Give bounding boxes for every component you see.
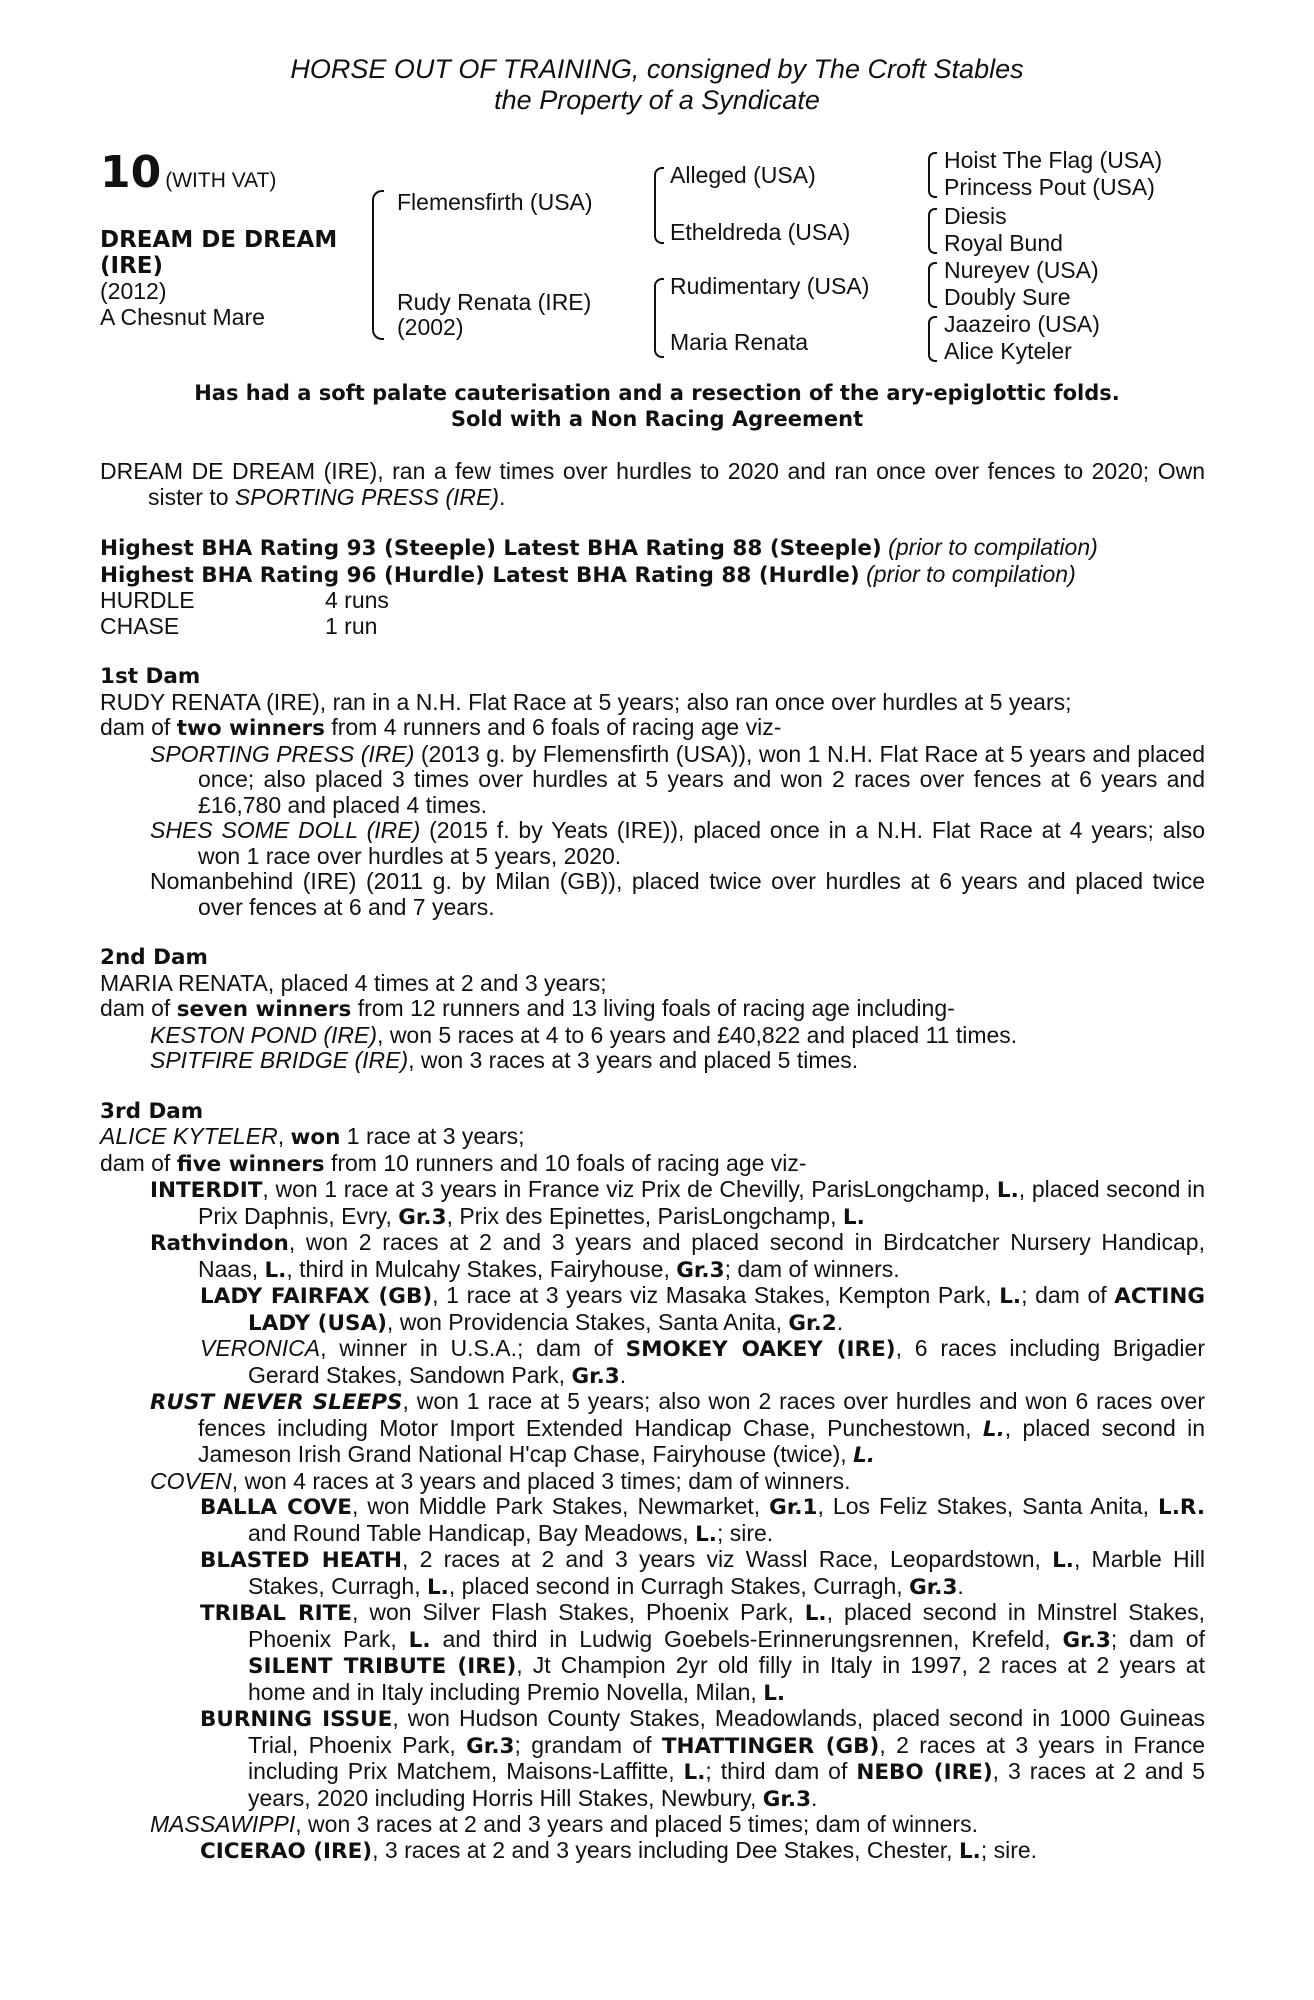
text-run: 1 race at 3 years; bbox=[340, 1123, 525, 1149]
catalogue-body bbox=[100, 459, 1205, 1864]
dam-record bbox=[100, 715, 1205, 742]
text-run: , won Hudson County Stakes, Meadowlands, placed second in 1000 Guineas Trial, Phoenix Park, bbox=[248, 1705, 1205, 1758]
bold-text: Gr.3 bbox=[571, 1363, 620, 1389]
text-run: , won 5 races at 4 to 6 years and £40,822 and placed 11 times. bbox=[377, 1021, 1018, 1048]
text-run: . bbox=[619, 1361, 627, 1388]
text-run: ; dam of bbox=[1110, 1625, 1205, 1652]
text-run: dam of bbox=[100, 714, 177, 740]
dam-section bbox=[100, 1099, 1205, 1865]
produce-record bbox=[100, 1469, 1205, 1495]
text-run: , won Providencia Stakes, Santa Anita, bbox=[386, 1308, 789, 1335]
italic-text: ALICE KYTELER bbox=[100, 1123, 278, 1149]
bold-text: Gr.2 bbox=[788, 1310, 837, 1336]
text-run: , Los Feliz Stakes, Santa Anita, bbox=[817, 1493, 1159, 1519]
pedigree-dam-dam: Maria Renata bbox=[670, 329, 809, 355]
runs-hurdle bbox=[100, 588, 1205, 614]
runs-type: CHASE bbox=[100, 612, 180, 639]
text-run: , bbox=[277, 1123, 291, 1149]
text-run: . bbox=[957, 1572, 964, 1599]
dam-record bbox=[100, 996, 1205, 1023]
horse-details bbox=[100, 228, 337, 330]
italic-text: MASSAWIPPI bbox=[150, 1811, 296, 1837]
vet-note bbox=[0, 380, 1314, 432]
produce-record bbox=[100, 818, 1205, 869]
text-run: , won 4 races at 3 years and placed 3 times; dam of winners. bbox=[231, 1467, 851, 1494]
bold-text: L. bbox=[763, 1680, 786, 1706]
dam-record bbox=[100, 690, 1205, 716]
bold-text: Highest BHA Rating 96 (Hurdle) Latest BHA Rating 88 (Hurdle) bbox=[100, 562, 860, 588]
text-run: ; grandam of bbox=[514, 1731, 662, 1758]
produce-record bbox=[100, 1389, 1205, 1469]
pedigree-brace-g3-2 bbox=[928, 208, 937, 254]
bold-text: THATTINGER (GB) bbox=[661, 1733, 880, 1759]
pedigree-brace-g3-4 bbox=[928, 316, 937, 362]
dam-heading: 1st Dam bbox=[100, 664, 201, 689]
pedigree-gen3-3: Diesis bbox=[944, 203, 1007, 229]
text-run: from 12 runners and 13 living foals of racing age including- bbox=[351, 995, 955, 1021]
rating-steeple bbox=[100, 535, 1205, 562]
italic-text: (prior to compilation) bbox=[888, 534, 1098, 560]
page-title bbox=[0, 54, 1314, 116]
text-run: , 6 races including Brigadier Gerard Stakes, Sandown Park, bbox=[248, 1335, 1205, 1388]
lot-header bbox=[100, 147, 277, 198]
produce-record bbox=[100, 1177, 1205, 1230]
dam-heading: 3rd Dam bbox=[100, 1098, 204, 1124]
italic-text: KESTON POND (IRE) bbox=[150, 1021, 378, 1048]
text-run: , placed second in Prix Daphnis, Evry, bbox=[198, 1176, 1205, 1229]
text-run: dam of bbox=[100, 1149, 177, 1176]
bold-text: L. bbox=[683, 1760, 706, 1785]
bold-text: RUST NEVER SLEEPS bbox=[150, 1390, 403, 1415]
pedigree-sire-dam: Etheldreda (USA) bbox=[670, 219, 851, 245]
bold-text: L. bbox=[426, 1574, 449, 1600]
produce-record bbox=[100, 1230, 1205, 1283]
bold-text: L. bbox=[804, 1601, 827, 1626]
dam-record bbox=[100, 1124, 1205, 1151]
horse-year: (2012) bbox=[100, 278, 167, 304]
vat-label: (WITH VAT) bbox=[165, 169, 277, 192]
text-run: from 4 runners and 6 foals of racing age viz- bbox=[324, 714, 782, 740]
produce-record bbox=[100, 1336, 1205, 1389]
dam-heading: 2nd Dam bbox=[100, 945, 208, 970]
text-run: , 2 races at 3 years in France including Prix Matchem, Maisons-Laffitte, bbox=[248, 1731, 1205, 1784]
text-run: . bbox=[499, 483, 506, 510]
italic-text: VERONICA bbox=[200, 1335, 321, 1361]
produce-record bbox=[100, 1838, 1205, 1865]
text-run: , won 2 races at 2 and 3 years and placed second in Birdcatcher Nursery Handicap, Naas, bbox=[198, 1229, 1205, 1282]
pedigree-dam-sire: Rudimentary (USA) bbox=[670, 273, 870, 299]
text-run: and third in Ludwig Goebels-Erinnerungsrennen, Krefeld, bbox=[430, 1625, 1063, 1652]
bold-text: LADY FAIRFAX (GB) bbox=[200, 1284, 433, 1309]
bold-text: L. bbox=[264, 1257, 287, 1283]
text-run: ; sire. bbox=[980, 1836, 1038, 1863]
text-run: RUDY RENATA (IRE), ran in a N.H. Flat Race at 5 years; also ran once over hurdles at 5 years; bbox=[100, 688, 1072, 715]
bold-text: L.R. bbox=[1158, 1495, 1206, 1520]
bold-text: BURNING ISSUE bbox=[200, 1707, 393, 1732]
runs-count: 1 run bbox=[325, 612, 378, 639]
bold-text: L. bbox=[695, 1521, 717, 1547]
bold-text: L. bbox=[408, 1627, 431, 1653]
bold-text: SMOKEY OAKEY (IRE) bbox=[625, 1337, 896, 1362]
pedigree-sire: Flemensfirth (USA) bbox=[397, 189, 593, 215]
text-run: , placed second in Jameson Irish Grand National H'cap Chase, Fairyhouse (twice), bbox=[198, 1414, 1205, 1467]
bold-text: NEBO (IRE) bbox=[856, 1760, 993, 1785]
horse-description: A Chesnut Mare bbox=[100, 303, 265, 330]
text-run: MARIA RENATA, placed 4 times at 2 and 3 years; bbox=[100, 969, 607, 996]
produce-record bbox=[100, 1600, 1205, 1706]
runs-type: HURDLE bbox=[100, 587, 195, 613]
italic-text: SHES SOME DOLL (IRE) bbox=[150, 817, 421, 843]
bold-text: Gr.3 bbox=[676, 1257, 725, 1283]
text-run: , Jt Champion 2yr old filly in Italy in 1997, 2 races at 2 years at home and in Italy including Premio Novella, Milan, bbox=[248, 1652, 1205, 1705]
text-run: , won 3 races at 2 and 3 years and placed 5 times; dam of winners. bbox=[295, 1811, 978, 1837]
pedigree-gen3-5: Nureyev (USA) bbox=[944, 257, 1099, 283]
pedigree-gen3-2: Princess Pout (USA) bbox=[944, 174, 1155, 200]
text-run: , winner in U.S.A.; dam of bbox=[320, 1335, 626, 1361]
italic-text: COVEN bbox=[150, 1467, 232, 1494]
rating-hurdle bbox=[100, 562, 1205, 589]
runs-chase bbox=[100, 614, 1205, 640]
italic-text: (prior to compilation) bbox=[866, 560, 1076, 587]
pedigree-brace-main bbox=[372, 190, 384, 340]
bold-text: Highest BHA Rating 93 (Steeple) Latest BHA Rating 88 (Steeple) bbox=[100, 536, 882, 561]
text-run: from 10 runners and 10 foals of racing age viz- bbox=[324, 1149, 807, 1176]
text-run: , third in Mulcahy Stakes, Fairyhouse, bbox=[286, 1255, 677, 1282]
bold-text: five winners bbox=[176, 1151, 325, 1177]
pedigree-brace-sire bbox=[654, 167, 664, 244]
bold-text: Gr.3 bbox=[762, 1786, 812, 1812]
bold-text: BLASTED HEATH bbox=[200, 1548, 403, 1573]
produce-record bbox=[100, 1494, 1205, 1547]
text-run: , won Middle Park Stakes, Newmarket, bbox=[352, 1493, 770, 1519]
bold-text: INTERDIT bbox=[150, 1178, 263, 1203]
text-run: , 3 races at 2 and 3 years including Dee Stakes, Chester, bbox=[372, 1836, 959, 1863]
produce-record bbox=[100, 1706, 1205, 1812]
text-run: , 3 races at 2 and 5 years, 2020 including Horris Hill Stakes, Newbury, bbox=[248, 1758, 1205, 1811]
bold-text: SILENT TRIBUTE (IRE) bbox=[248, 1654, 517, 1679]
bold-text: ACTING LADY (USA) bbox=[248, 1284, 1205, 1336]
pedigree-brace-g3-3 bbox=[928, 262, 937, 308]
text-run: ; third dam of bbox=[705, 1758, 857, 1784]
text-run: ; dam of bbox=[1021, 1282, 1115, 1308]
text-run: (2015 f. by Yeats (IRE)), placed once in a N.H. Flat Race at 4 years; also won 1 race over hurdles at 5 years, 2020. bbox=[198, 817, 1205, 869]
text-run: DREAM DE DREAM (IRE), ran a few times over hurdles to 2020 and ran once over fences to 2020; Own sister to bbox=[100, 458, 1205, 510]
dam-record bbox=[100, 1151, 1205, 1178]
bold-text: Gr.3 bbox=[909, 1574, 958, 1600]
bold-text: L. bbox=[982, 1416, 1005, 1442]
horse-country: (IRE) bbox=[100, 252, 164, 279]
bold-text: L. bbox=[999, 1284, 1022, 1309]
italic-text: SPORTING PRESS (IRE) bbox=[234, 483, 500, 510]
produce-record bbox=[100, 1812, 1205, 1838]
text-run: . bbox=[811, 1784, 818, 1811]
bold-text: BALLA COVE bbox=[200, 1495, 352, 1520]
title-property-line: the Property of a Syndicate bbox=[494, 85, 820, 115]
text-run: . bbox=[836, 1308, 844, 1335]
pedigree-gen3-4: Royal Bund bbox=[944, 230, 1063, 256]
text-run: , Prix des Epinettes, ParisLongchamp, bbox=[446, 1202, 843, 1229]
pedigree-dam-year: (2002) bbox=[397, 314, 464, 340]
runs-count: 4 runs bbox=[325, 587, 389, 613]
text-run: Nomanbehind (IRE) (2011 g. by Milan (GB)), placed twice over hurdles at 6 years and placed twice over fences at 6 and 7 years. bbox=[150, 868, 1205, 920]
bold-text: TRIBAL RITE bbox=[200, 1601, 352, 1626]
dam-sections bbox=[100, 664, 1205, 1864]
text-run: , won 3 races at 3 years and placed 5 times. bbox=[408, 1047, 859, 1073]
text-run: , won Silver Flash Stakes, Phoenix Park, bbox=[351, 1599, 805, 1625]
bold-text: L. bbox=[842, 1204, 865, 1230]
text-run: ; dam of winners. bbox=[724, 1255, 900, 1282]
horse-summary bbox=[100, 459, 1205, 510]
dam-section bbox=[100, 664, 1205, 920]
title-consignor-line: HORSE OUT OF TRAINING, consigned by The Croft Stables bbox=[290, 54, 1024, 84]
pedigree-sire-sire: Alleged (USA) bbox=[670, 162, 816, 188]
text-run: , won 1 race at 3 years in France viz Prix de Chevilly, ParisLongchamp, bbox=[262, 1176, 997, 1202]
pedigree-brace-g3-1 bbox=[928, 152, 937, 198]
bold-text: two winners bbox=[176, 716, 325, 741]
vet-note-agreement: Sold with a Non Racing Agreement bbox=[450, 407, 864, 431]
text-run: , placed second in Minstrel Stakes, Phoenix Park, bbox=[248, 1599, 1206, 1652]
text-run: , placed second in Curragh Stakes, Curragh, bbox=[448, 1572, 910, 1599]
italic-text: SPITFIRE BRIDGE (IRE) bbox=[150, 1047, 409, 1073]
bold-text: Gr.3 bbox=[398, 1204, 447, 1230]
bold-text: L. bbox=[958, 1838, 981, 1864]
bold-text: Gr.3 bbox=[466, 1733, 515, 1759]
produce-record bbox=[100, 1283, 1205, 1336]
bold-text: won bbox=[290, 1125, 341, 1150]
bold-text: Gr.1 bbox=[769, 1495, 818, 1520]
pedigree-gen3-8: Alice Kyteler bbox=[944, 338, 1072, 364]
dam-section bbox=[100, 945, 1205, 1074]
lot-number: 10 bbox=[100, 147, 162, 198]
text-run: (2013 g. by Flemensfirth (USA)), won 1 N.H. Flat Race at 5 years and placed once; also placed 3 times over hurdles at 5 years and won 2 races over fences at 6 years and £16,780 and placed 4 times. bbox=[198, 740, 1205, 818]
produce-record bbox=[100, 742, 1205, 819]
produce-record bbox=[100, 869, 1205, 920]
vet-note-procedure: Has had a soft palate cauterisation and a resection of the ary-epiglottic folds. bbox=[194, 381, 1120, 405]
text-run: , 2 races at 2 and 3 years viz Wassl Race, Leopardstown, bbox=[402, 1546, 1053, 1572]
text-run: , 1 race at 3 years viz Masaka Stakes, Kempton Park, bbox=[432, 1282, 1000, 1308]
produce-record bbox=[100, 1023, 1205, 1049]
text-run: , won 1 race at 5 years; also won 2 races over hurdles and won 6 races over fences including Motor Import Extended Handicap Chase, Punchestown, bbox=[198, 1388, 1205, 1441]
pedigree-brace-dam bbox=[654, 278, 664, 358]
text-run: ; sire. bbox=[716, 1519, 774, 1546]
pedigree-dam: Rudy Renata (IRE) bbox=[397, 289, 592, 315]
pedigree-gen3-1: Hoist The Flag (USA) bbox=[944, 147, 1163, 173]
bold-text: CICERAO (IRE) bbox=[200, 1838, 373, 1864]
dam-record bbox=[100, 971, 1205, 997]
bold-text: seven winners bbox=[176, 997, 352, 1022]
text-run: , Marble Hill Stakes, Curragh, bbox=[248, 1546, 1205, 1599]
bold-text: Rathvindon bbox=[150, 1231, 289, 1256]
bold-text: L. bbox=[996, 1178, 1019, 1203]
produce-record bbox=[100, 1547, 1205, 1600]
horse-name: DREAM DE DREAM bbox=[100, 227, 338, 253]
pedigree-gen3-6: Doubly Sure bbox=[944, 284, 1071, 310]
produce-record bbox=[100, 1048, 1205, 1074]
bold-text: L. bbox=[1052, 1548, 1074, 1573]
italic-text: SPORTING PRESS (IRE) bbox=[150, 740, 415, 767]
pedigree-gen3-7: Jaazeiro (USA) bbox=[944, 311, 1100, 337]
text-run: dam of bbox=[100, 995, 177, 1021]
bold-text: Gr.3 bbox=[1062, 1627, 1111, 1653]
text-run: and Round Table Handicap, Bay Meadows, bbox=[248, 1519, 696, 1546]
bold-text: L. bbox=[853, 1443, 875, 1468]
